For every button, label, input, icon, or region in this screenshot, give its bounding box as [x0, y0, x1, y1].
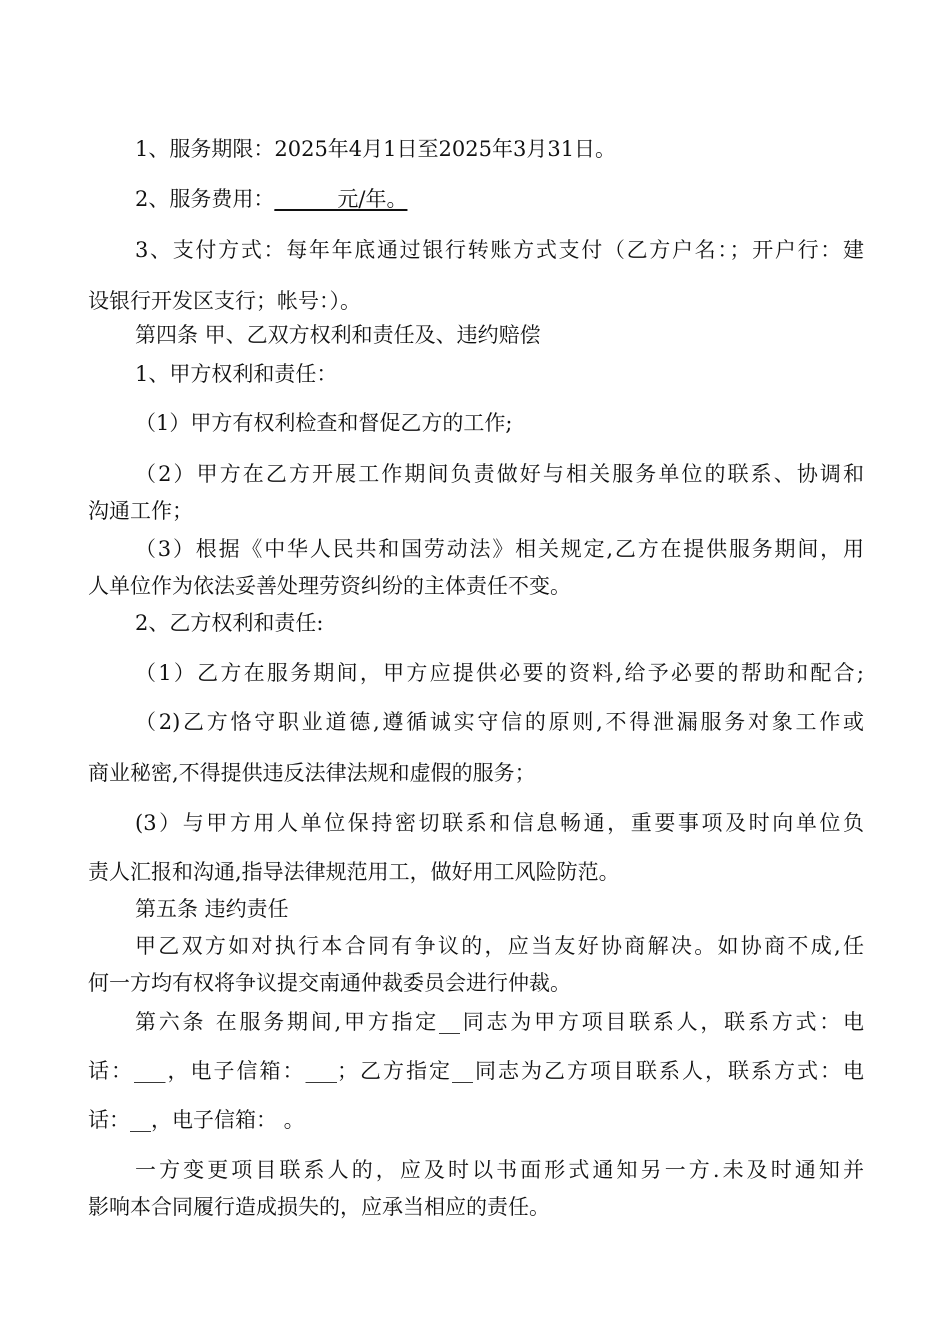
dispute-line-1: 甲乙双方如对执行本合同有争议的，应当友好协商解决。如协商不成,任	[135, 934, 864, 958]
contact-change-line-2: 影响本合同履行造成损失的，应承当相应的责任。	[88, 1195, 550, 1219]
party-a-rights-heading: 1、甲方权利和责任：	[135, 362, 338, 386]
party-b-item-1: （1）乙方在服务期间，甲方应提供必要的资料,给予必要的帮助和配合;	[135, 661, 864, 685]
payment-method-line-1: 3、支付方式：每年年底通过银行转账方式支付（乙方户名：；开户行：建	[135, 238, 864, 262]
party-b-item-2-line-1: （2)乙方恪守职业道德,遵循诚实守信的原则,不得泄漏服务对象工作或	[135, 710, 864, 734]
dispute-line-2: 何一方均有权将争议提交南通仲裁委员会进行仲裁。	[88, 971, 571, 995]
article-four-heading: 第四条 甲、乙双方权利和责任及、违约赔偿	[135, 323, 541, 347]
contact-line-3: 话：__，电子信箱： 。	[88, 1108, 305, 1132]
party-a-item-2-line-2: 沟通工作；	[88, 499, 193, 523]
payment-method-line-2: 设银行开发区支行；帐号：）。	[88, 289, 361, 313]
party-a-item-2-line-1: （2）甲方在乙方开展工作期间负责做好与相关服务单位的联系、协调和	[135, 462, 864, 486]
party-a-item-1: （1）甲方有权利检查和督促乙方的工作;	[135, 411, 513, 435]
article-five-heading: 第五条 违约责任	[135, 897, 289, 921]
contact-line-1: 第六条 在服务期间,甲方指定__同志为甲方项目联系人，联系方式：电	[135, 1010, 864, 1034]
party-a-item-3-line-2: 人单位作为依法妥善处理劳资纠纷的主体责任不变。	[88, 574, 571, 598]
party-b-item-3-line-1: (3）与甲方用人单位保持密切联系和信息畅通，重要事项及时向单位负	[135, 811, 864, 835]
party-b-rights-heading: 2、乙方权利和责任:	[135, 611, 324, 635]
party-a-item-3-line-1: （3）根据《中华人民共和国劳动法》相关规定,乙方在提供服务期间，用	[135, 537, 864, 561]
service-term-line: 1、服务期限：2025年4月1日至2025年3月31日。	[135, 137, 617, 161]
party-b-item-2-line-2: 商业秘密,不得提供违反法律法规和虚假的服务；	[88, 761, 536, 785]
service-fee-label: 2、服务费用：	[135, 187, 275, 211]
service-fee-blank: ______元/年。	[274, 187, 408, 211]
party-b-item-3-line-2: 责人汇报和沟通,指导法律规范用工，做好用工风险防范。	[88, 860, 620, 884]
service-fee-line	[135, 186, 407, 212]
contact-change-line-1: 一方变更项目联系人的，应及时以书面形式通知另一方.未及时通知并	[135, 1158, 864, 1182]
contact-line-2: 话：___，电子信箱：___；乙方指定__同志为乙方项目联系人，联系方式：电	[88, 1059, 864, 1083]
